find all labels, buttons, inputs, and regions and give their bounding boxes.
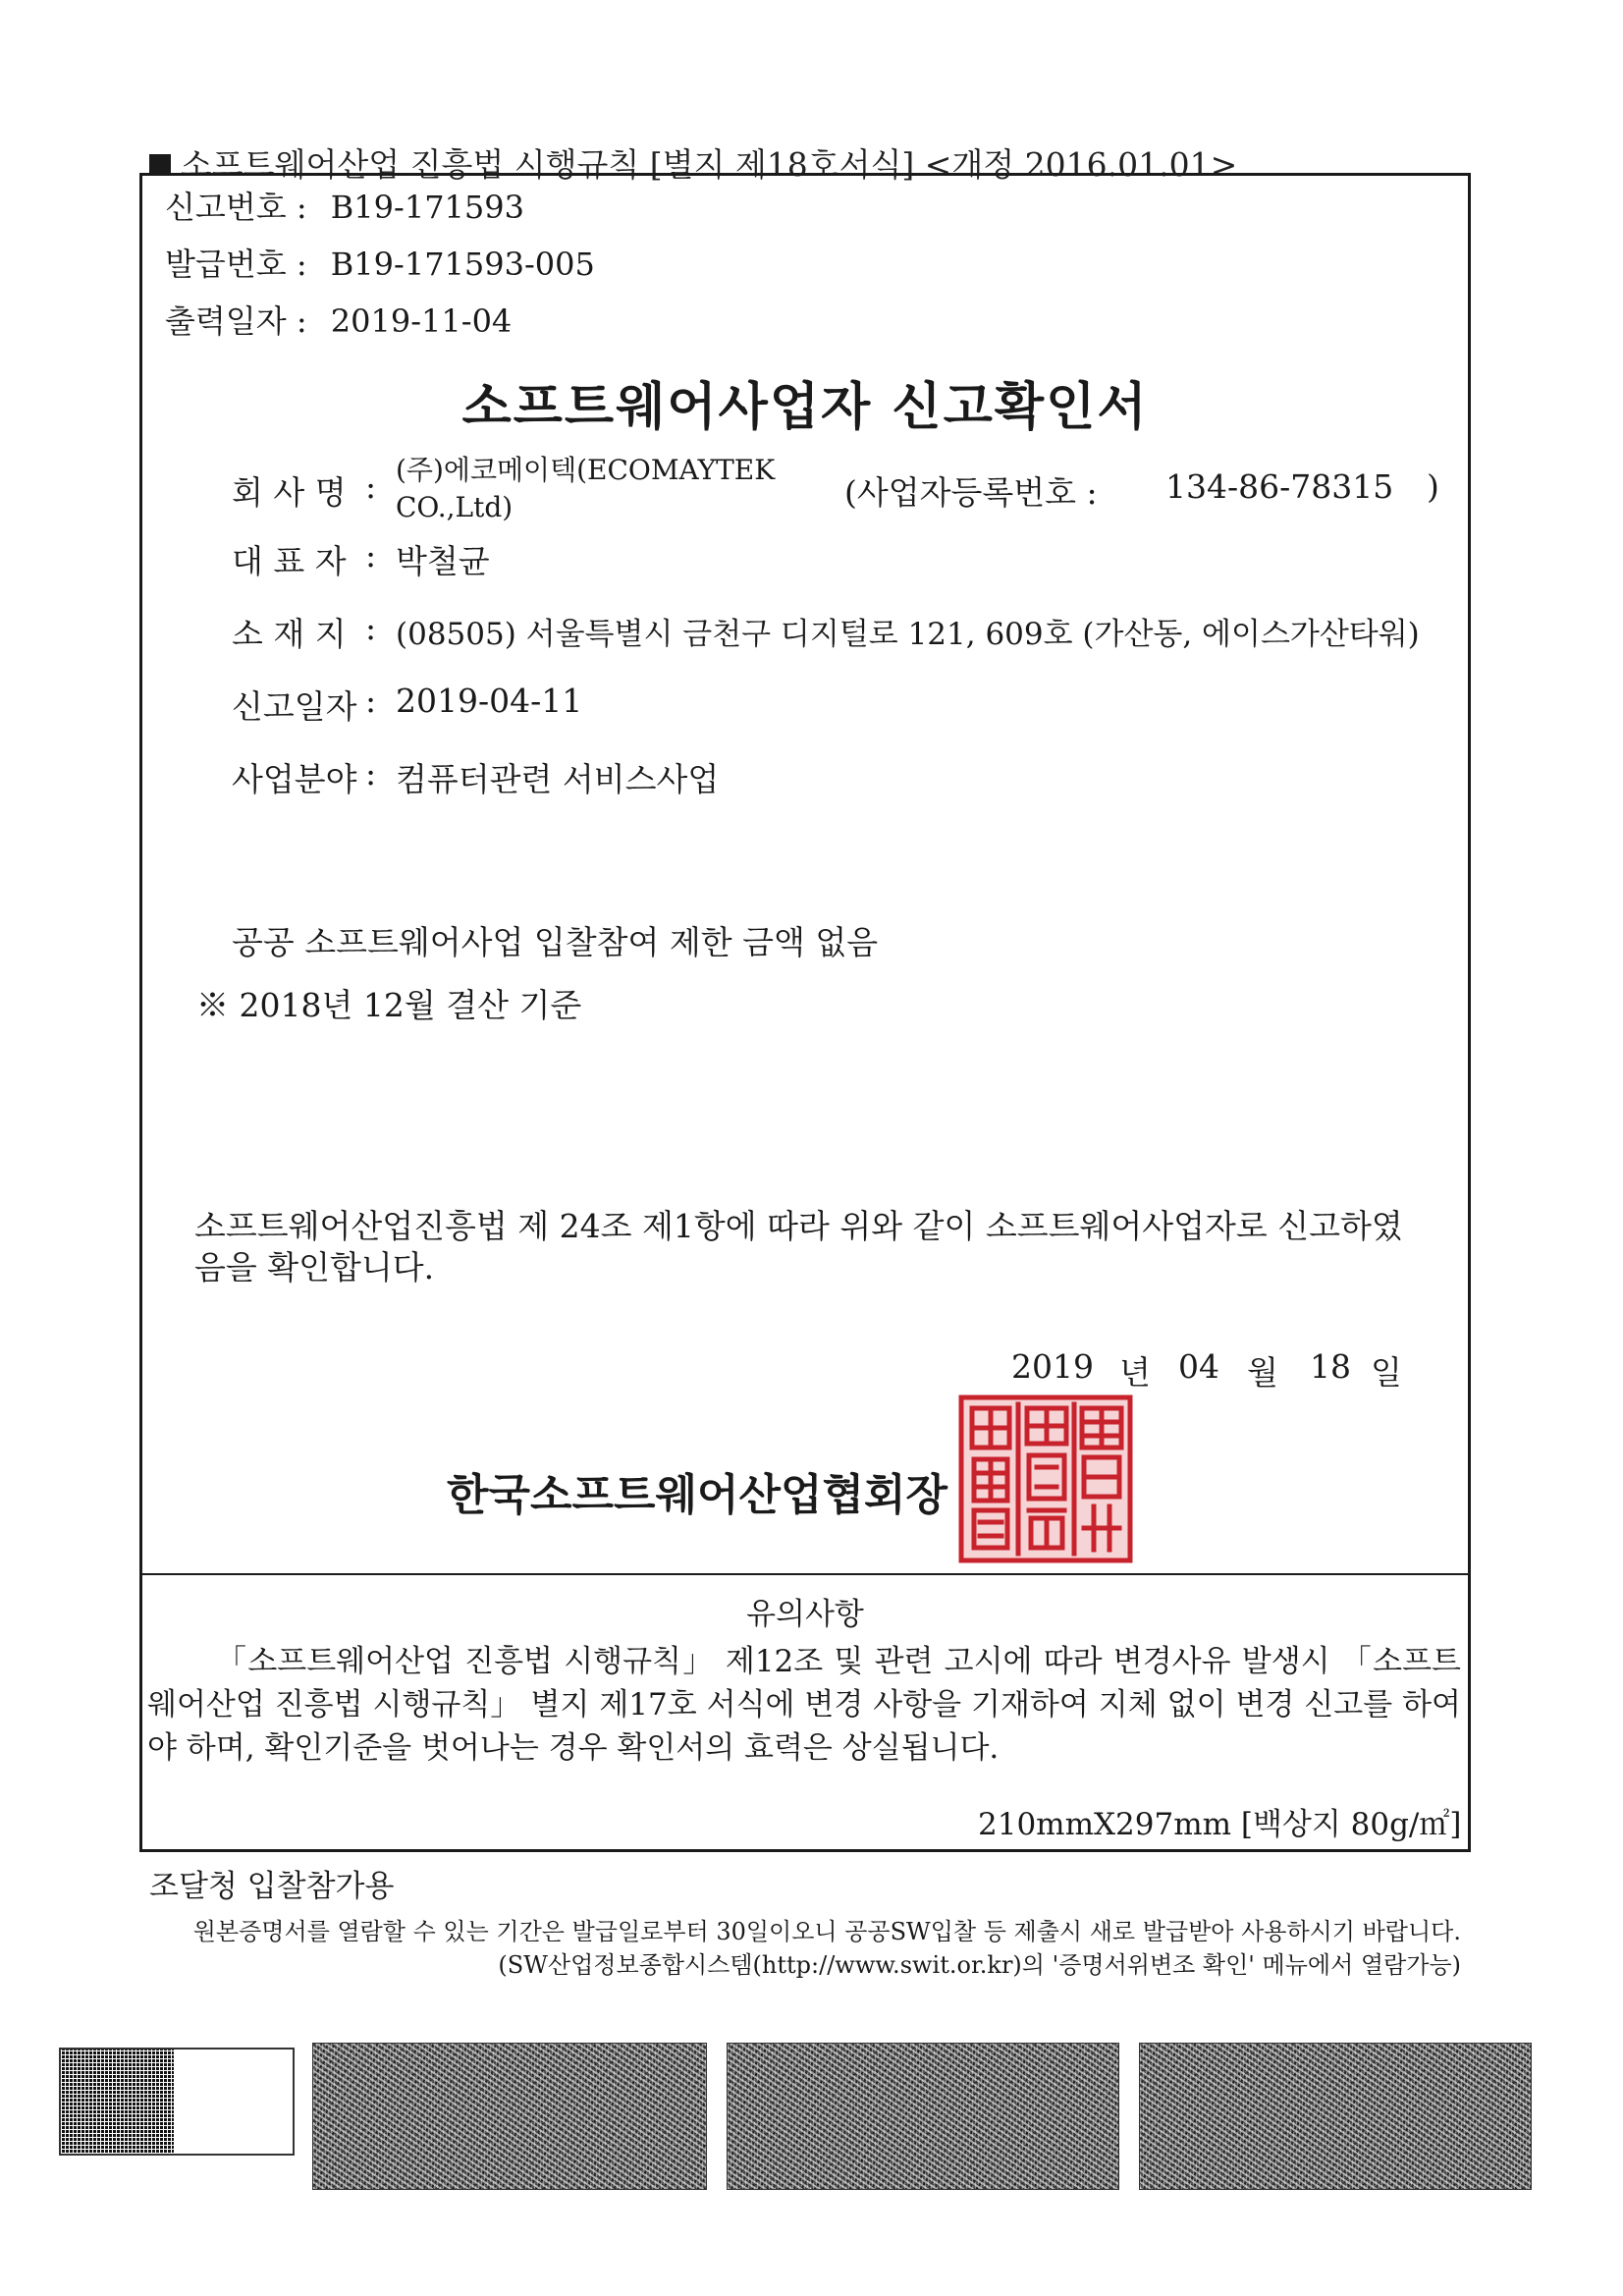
notice-body: 「소프트웨어산업 진흥법 시행규칙」 제12조 및 관련 고시에 따라 변경사유 발생시 「소프트웨어산업 진흥법 시행규칙」 별지 제17호 서식에 변경 사항을 기재하여 지체 없이 변경 신고를 하여야 하며, 확인기준을 벗어나는 경우 확인서의 효력은 상실됩니다.	[147, 1644, 1461, 1766]
company-label: 회 사 명	[232, 473, 347, 512]
official-seal-icon	[958, 1394, 1133, 1563]
footnote-validity: 원본증명서를 열람할 수 있는 기간은 발급일로부터 30일이오니 공공SW입찰 등 제출시 새로 발급받아 사용하시기 바랍니다.	[192, 1918, 1461, 1945]
security-barcode-2	[727, 2043, 1119, 2190]
issue-day: 18	[1310, 1347, 1351, 1386]
company-value: (주)에코메이텍(ECOMAYTEK CO.,Ltd)	[396, 454, 776, 523]
biz-field-colon: :	[365, 754, 377, 793]
issue-month-unit: 월	[1247, 1353, 1278, 1392]
report-no-label: 신고번호 :	[165, 189, 307, 226]
print-date-value: 2019-11-04	[330, 302, 513, 340]
issue-month: 04	[1178, 1347, 1219, 1386]
footnote-verify: (SW산업정보종합시스템(http://www.swit.or.kr)의 '증명서위변조 확인' 메뉴에서 열람가능)	[498, 1951, 1461, 1979]
report-no-row	[165, 183, 524, 228]
issue-day-unit: 일	[1371, 1353, 1402, 1392]
print-date-row	[165, 297, 512, 342]
issue-year: 2019	[1011, 1347, 1094, 1386]
report-no-value: B19-171593	[330, 189, 524, 226]
issuer-name: 한국소프트웨어산업협회장	[447, 1470, 948, 1520]
notice-title: 유의사항	[746, 1597, 864, 1632]
report-date-value: 2019-04-11	[396, 682, 583, 720]
confirmation-text: 소프트웨어산업진흥법 제 24조 제1항에 따라 위와 같이 소프트웨어사업자로 신고하였음을 확인합니다.	[194, 1207, 1403, 1286]
ceo-label: 대 표 자	[232, 542, 347, 580]
report-date-label: 신고일자	[232, 687, 357, 726]
document-title: 소프트웨어사업자 신고확인서	[461, 378, 1149, 437]
corner-code-mark	[59, 2048, 295, 2156]
address-value: (08505) 서울특별시 금천구 디지털로 121, 609호 (가산동, 에이스가산타워)	[396, 617, 1420, 652]
report-date-colon: :	[365, 682, 377, 720]
issue-no-label: 발급번호 :	[165, 246, 307, 283]
reg-no-value: 134-86-78315	[1165, 467, 1394, 506]
bid-limit-text: 공공 소프트웨어사업 입찰참여 제한 금액 없음	[232, 923, 879, 961]
corner-code-fill	[61, 2050, 174, 2154]
paper-spec: 210mmX297mm [백상지 80g/㎡]	[978, 1807, 1462, 1842]
company-colon: :	[365, 467, 377, 506]
notice-divider	[139, 1573, 1471, 1575]
purpose-text: 조달청 입찰참가용	[149, 1869, 395, 1904]
ceo-colon: :	[365, 536, 377, 574]
form-title: 소프트웨어산업 진흥법 시행규칙 [별지 제18호서식] <개정 2016.01.01>	[181, 145, 1238, 184]
reg-no-close: )	[1427, 467, 1439, 506]
address-colon: :	[365, 609, 377, 647]
basis-note: ※ 2018년 12월 결산 기준	[196, 986, 582, 1024]
issue-year-unit: 년	[1119, 1353, 1151, 1392]
address-label: 소 재 지	[232, 615, 347, 653]
reg-no-label: (사업자등록번호 :	[844, 473, 1098, 512]
print-date-label: 출력일자 :	[165, 302, 307, 340]
issue-no-row	[165, 240, 595, 285]
biz-field-value: 컴퓨터관련 서비스사업	[396, 760, 720, 798]
ceo-value: 박철균	[396, 542, 490, 580]
security-barcode-3	[1139, 2043, 1532, 2190]
issue-no-value: B19-171593-005	[330, 246, 595, 283]
biz-field-label: 사업분야	[232, 760, 357, 798]
security-barcode-1	[312, 2043, 707, 2190]
